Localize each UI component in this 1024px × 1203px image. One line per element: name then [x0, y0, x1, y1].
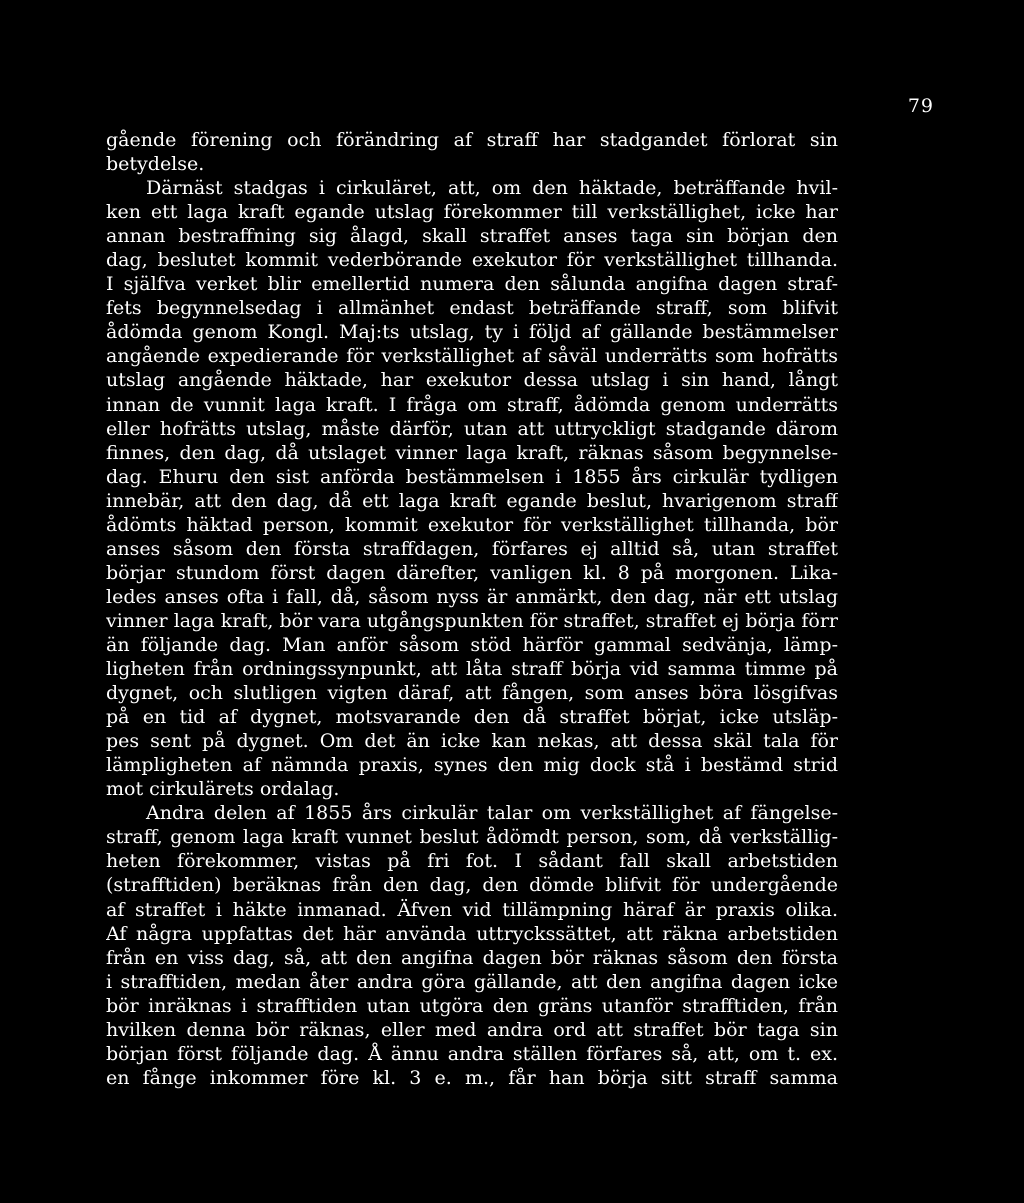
text-line: början först följande dag. Å ännu andra ställen förfares så, att, om t. ex.	[106, 1042, 838, 1065]
text-line: ådömda genom Kongl. Maj:ts utslag, ty i följd af gällande bestämmelser	[106, 321, 838, 344]
text-line: än följande dag. Man anför såsom stöd härför gammal sedvänja, lämp-	[106, 633, 838, 656]
text-line: betydelse.	[106, 153, 205, 176]
text-line: i strafftiden, medan åter andra göra gällande, att den angifna dagen icke	[106, 970, 838, 993]
text-line: ledes anses ofta i fall, då, såsom nyss är anmärkt, den dag, när ett utslag	[106, 585, 838, 608]
paragraph-start-line: Andra delen af 1855 års cirkulär talar om verkställighet af fängelse-	[146, 802, 838, 825]
body-text	[106, 128, 838, 1090]
text-line: fets begynnelsedag i allmänhet endast beträffande straff, som blifvit	[106, 297, 838, 320]
text-line: (strafftiden) beräknas från den dag, den dömde blifvit för undergående	[106, 874, 838, 897]
text-line: anses såsom den första straffdagen, förfares ej alltid så, utan straffet	[106, 537, 838, 560]
text-line: utslag angående häktade, har exekutor dessa utslag i sin hand, långt	[106, 369, 838, 392]
text-line: en fånge inkommer före kl. 3 e. m., får han börja sitt straff samma	[106, 1066, 838, 1089]
text-line: finnes, den dag, då utslaget vinner laga kraft, räknas såsom begynnelse-	[106, 441, 838, 464]
text-line: lämpligheten af nämnda praxis, synes den mig dock stå i bestämd strid	[106, 754, 838, 777]
text-line: innebär, att den dag, då ett laga kraft egande beslut, hvarigenom straff	[106, 489, 838, 512]
text-line: annan bestraffning sig ålagd, skall straffet anses taga sin början den	[106, 225, 838, 248]
text-line: pes sent på dygnet. Om det än icke kan nekas, att dessa skäl tala för	[106, 730, 838, 753]
text-line: angående expedierande för verkställighet af såväl underrätts som hofrätts	[106, 345, 838, 368]
text-line: innan de vunnit laga kraft. I fråga om straff, ådömda genom underrätts	[106, 393, 838, 416]
text-line: hvilken denna bör räknas, eller med andra ord att straffet bör taga sin	[106, 1018, 838, 1041]
text-line: vinner laga kraft, bör vara utgångspunkten för straffet, straffet ej börja förr	[106, 609, 838, 632]
text-line: eller hofrätts utslag, måste därför, utan att uttryckligt stadgande därom	[106, 417, 838, 440]
text-line: bör inräknas i strafftiden utan utgöra den gräns utanför strafftiden, från	[106, 994, 838, 1017]
text-line: heten förekommer, vistas på fri fot. I sådant fall skall arbetstiden	[106, 850, 838, 873]
paragraph-start-line: Därnäst stadgas i cirkuläret, att, om den häktade, beträffande hvil-	[146, 177, 838, 200]
text-line: ligheten från ordningssynpunkt, att låta straff börja vid samma timme på	[106, 658, 838, 681]
text-line: ken ett laga kraft egande utslag förekommer till verkställighet, icke har	[106, 201, 838, 224]
text-line: dag. Ehuru den sist anförda bestämmelsen i 1855 års cirkulär tydligen	[106, 465, 838, 488]
text-line: dag, beslutet kommit vederbörande exekutor för verkställighet tillhanda.	[106, 249, 838, 272]
text-line: dygnet, och slutligen vigten däraf, att fången, som anses böra lösgifvas	[106, 682, 838, 705]
text-line: mot cirkulärets ordalag.	[106, 778, 340, 801]
text-line: från en viss dag, så, att den angifna dagen bör räknas såsom den första	[106, 946, 838, 969]
text-line: af straffet i häkte inmanad. Äfven vid tillämpning häraf är praxis olika.	[106, 898, 838, 921]
text-line: ådömts häktad person, kommit exekutor för verkställighet tillhanda, bör	[106, 513, 838, 536]
text-line: på en tid af dygnet, motsvarande den då straffet börjat, icke utsläp-	[106, 706, 838, 729]
page-number: 79	[907, 95, 934, 117]
text-line: Af några uppfattas det här använda uttryckssättet, att räkna arbetstiden	[106, 922, 838, 945]
text-line: börjar stundom först dagen därefter, vanligen kl. 8 på morgonen. Lika-	[106, 561, 838, 584]
text-line: gående förening och förändring af straff har stadgandet förlorat sin	[106, 129, 838, 151]
text-line: I själfva verket blir emellertid numera den sålunda angifna dagen straf-	[106, 273, 838, 296]
text-line: straff, genom laga kraft vunnet beslut ådömdt person, som, då verkställig-	[106, 826, 838, 849]
